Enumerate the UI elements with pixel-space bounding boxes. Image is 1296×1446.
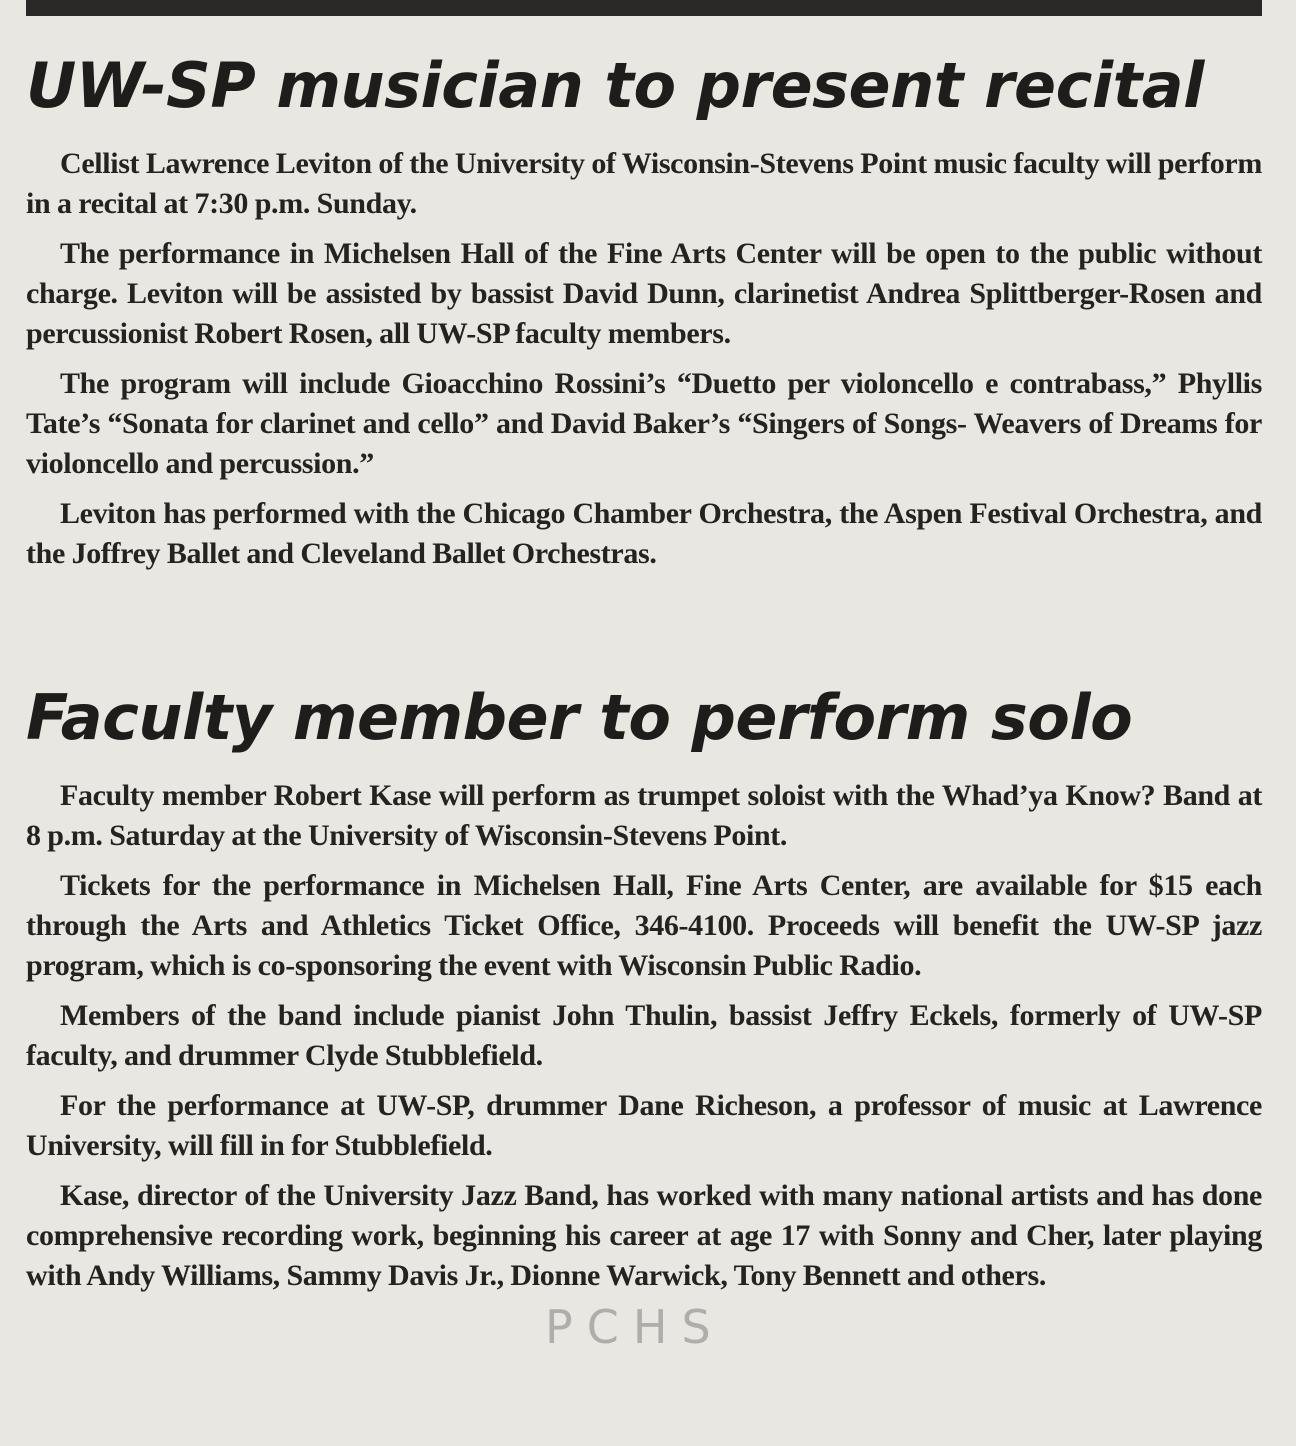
headline: UW-SP musician to present recital <box>26 49 1204 122</box>
article-body <box>26 776 1262 1296</box>
headline: Faculty member to perform solo <box>26 681 1133 754</box>
top-rule <box>26 0 1262 16</box>
article-body <box>26 144 1262 574</box>
paragraph: Leviton has performed with the Chicago Chamber Orchestra, the Aspen Festival Orchestra, and the Joffrey Ballet and Cleveland Ballet Orchestras. <box>26 497 1262 570</box>
paragraph: Tickets for the performance in Michelsen Hall, Fine Arts Center, are available for $15 each through the Arts and Athletics Ticket Office, 346-4100. Proceeds will benefit the UW-SP jazz program, which is co-sponsoring the event with Wisconsin Public Radio. <box>26 869 1262 982</box>
watermark: PCHS <box>545 1300 725 1354</box>
paragraph: Faculty member Robert Kase will perform as trumpet soloist with the Whad’ya Know? Band at 8 p.m. Saturday at the University of Wisconsin-Stevens Point. <box>26 779 1262 852</box>
paragraph: For the performance at UW-SP, drummer Dane Richeson, a professor of music at Lawrence University, will fill in for Stubblefield. <box>26 1089 1262 1162</box>
paragraph: The performance in Michelsen Hall of the Fine Arts Center will be open to the public without charge. Leviton will be assisted by bassist David Dunn, clarinetist Andrea Splittberger-Rosen and percussionist Robert Rosen, all UW-SP faculty members. <box>26 237 1262 350</box>
paragraph: Cellist Lawrence Leviton of the University of Wisconsin-Stevens Point music faculty will perform in a recital at 7:30 p.m. Sunday. <box>26 147 1262 220</box>
paragraph: Kase, director of the University Jazz Band, has worked with many national artists and has done comprehensive recording work, beginning his career at age 17 with Sonny and Cher, later playing with Andy Williams, Sammy Davis Jr., Dionne Warwick, Tony Bennett and others. <box>26 1179 1262 1292</box>
paragraph: The program will include Gioacchino Rossini’s “Duetto per violoncello e contrabass,” Phyllis Tate’s “Sonata for clarinet and cello” and David Baker’s “Singers of Songs- Weavers of Dreams for violoncello and percussion.” <box>26 367 1262 480</box>
paragraph: Members of the band include pianist John Thulin, bassist Jeffry Eckels, formerly of UW-SP faculty, and drummer Clyde Stubblefield. <box>26 999 1262 1072</box>
article-solo <box>26 678 1262 1306</box>
article-recital <box>26 46 1262 584</box>
